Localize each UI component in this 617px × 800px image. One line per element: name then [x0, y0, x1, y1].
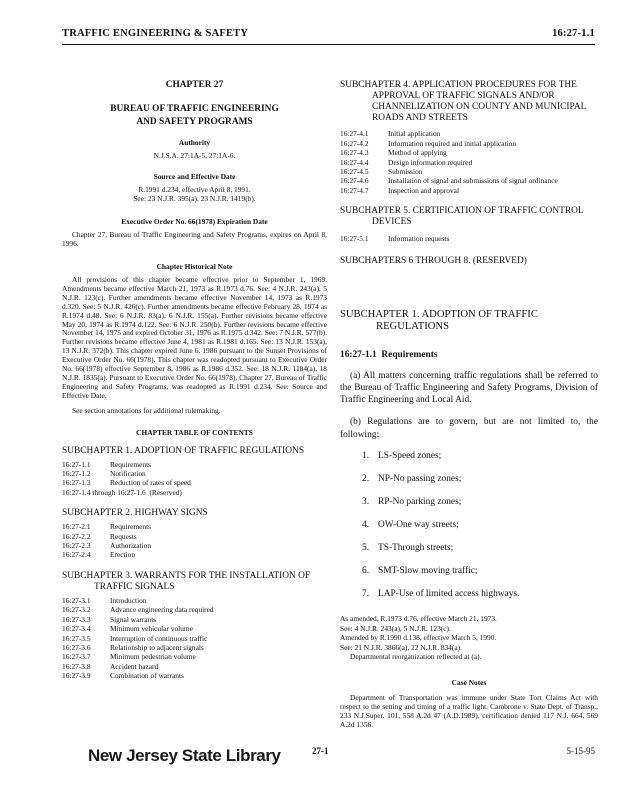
right-column: [340, 80, 598, 730]
toc-code: 16:27-3.3: [62, 614, 91, 624]
toc-text: Signal warrants: [110, 614, 157, 624]
chapter-number: CHAPTER 27: [165, 80, 224, 90]
toc-text: Authorization: [110, 541, 152, 551]
toc-text: Design information required: [388, 157, 473, 167]
toc-text: Notification: [110, 468, 146, 478]
toc-text: Requests: [110, 531, 137, 541]
toc-code: 16:27-3.4: [62, 624, 91, 634]
historical-note-heading: Chapter Historical Note: [156, 262, 233, 272]
item-number: 5.: [362, 543, 370, 553]
page-footer: [88, 740, 595, 780]
item-number: 7.: [362, 589, 370, 600]
toc-text: Installation of signal and submissions of signal ordinance: [388, 176, 558, 186]
toc-text: Method of applying: [388, 148, 447, 158]
item-number: 3.: [362, 496, 370, 507]
source-line2: See: 23 N.J.R. 395(a), 23 N.J.R. 1419(b).: [133, 194, 256, 204]
item-text: TS-Through streets;: [378, 543, 454, 553]
toc-list-subchapter-1: [62, 460, 327, 488]
toc-text: Combination of warrants: [110, 671, 184, 681]
item-number: 2.: [362, 473, 370, 484]
toc-text: Reduction of rates of speed: [110, 478, 191, 488]
exec-order-heading: Executive Order No. 66(1978) Expiration Date: [121, 217, 268, 227]
header-section: 16:27-1.1: [552, 28, 595, 39]
toc-code: 16:27-2.1: [62, 522, 91, 532]
toc-text: Minimum vehicular volume: [110, 624, 193, 634]
toc-heading: CHAPTER TABLE OF CONTENTS: [136, 428, 253, 438]
toc-text: Information required and initial application: [388, 138, 517, 148]
toc-text: Accident hazard: [110, 661, 159, 671]
toc-row-reserved: [62, 488, 327, 497]
authority-text: N.J.S.A. 27:1A-5, 27:1A-6.: [153, 150, 236, 160]
header-rule: [62, 44, 595, 45]
toc-code: 16:27-1.1: [62, 459, 91, 469]
paragraph-b: (b) Regulations are to govern, but are not limited to, the following:: [340, 417, 598, 440]
toc-subchapter-1: SUBCHAPTER 1. ADOPTION OF TRAFFIC REGULATIONS: [62, 445, 305, 456]
authority-heading: Authority: [178, 137, 211, 147]
case-notes-heading: Case Notes: [451, 677, 487, 687]
source-line1: R.1991 d.234, effective April 8, 1991.: [138, 185, 251, 194]
case-notes-text: Department of Transportation was immune under State Tort Claims Act with respect to the setting and timing of a traffic light. Cambrone v. State Dept. of Transp., 233 N.J.Super. 101, 558 A.2d 47 (A.D.1989), certification denied 117 N.J. 664, 569 A.2d 1356.: [340, 692, 598, 730]
revision-date: 5-15-95: [566, 746, 595, 756]
toc-code: 16:27-4.7: [340, 185, 369, 195]
toc-code: 16:27-2.4: [62, 550, 91, 560]
toc-text: Interruption of continuous traffic: [110, 633, 208, 643]
toc-text: Minimum pedestrian volume: [110, 652, 196, 662]
toc-list-subchapter-5: [340, 234, 598, 243]
amendment-note-2: See: 4 N.J.R. 243(a), 5 N.J.R. 123(c).: [340, 623, 451, 633]
toc-code: 16:27-3.1: [62, 596, 91, 605]
exec-order-text: Chapter 27, Bureau of Traffic Engineering and Safety Programs, expires on April 8, 1996.: [62, 230, 327, 249]
item-number: 4.: [362, 519, 370, 530]
see-section-note: See section annotations for additional rulemaking.: [72, 406, 221, 416]
item-text: OW-One way streets;: [378, 519, 459, 530]
toc-text: Requirements: [110, 459, 152, 469]
toc-subchapter-3: SUBCHAPTER 3. WARRANTS FOR THE INSTALLATION OF TRAFFIC SIGNALS: [62, 570, 311, 592]
toc-code: 16:27-1.3: [62, 478, 91, 488]
toc-subchapters-6-8: SUBCHAPTERS 6 THROUGH 8. (RESERVED): [340, 255, 527, 266]
toc-text: Relationship to adjacent signals: [110, 642, 204, 652]
toc-code: 16:27-3.2: [62, 605, 91, 615]
toc-text: Initial application: [388, 129, 441, 139]
toc-code: 16:27-1.2: [62, 468, 91, 478]
toc-text: (Reserved): [149, 487, 182, 497]
header-title: TRAFFIC ENGINEERING & SAFETY: [62, 28, 249, 39]
toc-list-subchapter-2: [62, 522, 327, 560]
toc-text: Inspection and approval: [388, 185, 460, 195]
list-item: [362, 543, 598, 554]
subchapter-1-heading: SUBCHAPTER 1. ADOPTION OF TRAFFIC REGULATIONS: [340, 308, 538, 333]
toc-code: 16:27-4.5: [340, 166, 369, 176]
chapter-title-line2: AND SAFETY PROGRAMS: [136, 116, 253, 127]
toc-code: 16:27-4.3: [340, 148, 369, 158]
toc-code: 16:27-5.1: [340, 234, 369, 244]
item-text: NP-No passing zones;: [378, 473, 462, 484]
regulation-list: [340, 451, 598, 601]
toc-code: 16:27-4.2: [340, 138, 369, 148]
item-number: 6.: [362, 566, 370, 577]
source-heading: Source and Effective Date: [153, 171, 236, 181]
toc-code: 16:27-3.9: [62, 671, 91, 681]
toc-text: Introduction: [110, 596, 147, 605]
section-title: Requirements: [381, 350, 438, 361]
list-item: [362, 520, 598, 531]
toc-text: Information requests: [388, 234, 450, 244]
toc-code: 16:27-2.2: [62, 531, 91, 541]
toc-code: 16:27-4.1: [340, 129, 369, 139]
toc-text: Erection: [110, 550, 136, 560]
running-header: [62, 28, 595, 44]
toc-code: 16:27-1.4 through 16:27-1.6: [62, 487, 146, 497]
toc-text: Submission: [388, 166, 423, 176]
page-number: 27-1: [312, 746, 329, 756]
item-text: LS-Speed zones;: [378, 450, 442, 461]
toc-subchapter-4: SUBCHAPTER 4. APPLICATION PROCEDURES FOR THE APPROVAL OF TRAFFIC SIGNALS AND/OR CHANNELIZATION ON COUNTY AND MUNICIPAL ROADS AND STREETS: [340, 80, 587, 124]
item-number: 1.: [362, 450, 370, 461]
paragraph-a: (a) All matters concerning traffic regulations shall be referred to the Bureau of Traffic Engineering and Safety Programs, Division of Traffic Engineering and Local Aid.: [340, 370, 598, 406]
toc-code: 16:27-3.8: [62, 661, 91, 671]
amendment-note-1: As amended, R.1973 d.76, effective March 21, 1973.: [340, 614, 497, 624]
toc-list-subchapter-3: [62, 596, 327, 681]
toc-code: 16:27-4.6: [340, 176, 369, 186]
toc-text: Requirements: [110, 522, 152, 532]
chapter-title-line1: BUREAU OF TRAFFIC ENGINEERING: [110, 104, 279, 115]
list-item: [362, 497, 598, 508]
item-text: LAP-Use of limited access highways.: [378, 589, 520, 600]
toc-code: 16:27-3.7: [62, 652, 91, 662]
toc-code: 16:27-3.5: [62, 633, 91, 643]
amendment-note-3: Amended by R.1990 d.138, effective March 5, 1990.: [340, 633, 497, 643]
amendment-note-5: Departmental reorganization reflected at (a).: [350, 652, 482, 662]
list-item: [362, 474, 598, 485]
left-column: [62, 56, 327, 681]
toc-list-subchapter-4: [340, 129, 598, 195]
section-code: 16:27-1.1: [340, 350, 377, 361]
item-text: SMT-Slow moving traffic;: [378, 566, 478, 577]
toc-text: Advance engineering data required: [110, 605, 214, 615]
toc-subchapter-5: SUBCHAPTER 5. CERTIFICATION OF TRAFFIC CONTROL DEVICES: [340, 206, 584, 228]
toc-code: 16:27-4.4: [340, 157, 369, 167]
historical-note-text: All provisions of this chapter became effective prior to September 1, 1969. Amendments became effective March 21, 1973 as R.1973 d.76. See: 4 N.J.R. 243(a), 5 N.J.R. 123(c). Further amendments became effective November 14, 1973 as R.1973 d.320. See: 5 N.J.R. 426(c). Further amendments became effective February 28, 1974 as R.1974 d.48. See: 6 N.J.R. 83(a), 6 N.J.R. 155(a). Further revisions became effective May 20, 1974 as R.1974 d.122. See: 6 N.J.R. 250(b). Further revisions became effective November 14, 1975 and expired October 31, 1976 as R.1975 d.342. See: 7 N.J.R. 577(b). Further revisions became effective June 4, 1981 as R.1981 d.165. See: 13 N.J.R. 153(a), 13 N.J.R. 372(b). This chapter expired June 6, 1986 pursuant to the Sunset Provisions of Executive Order No. 66(1978). This chapter was readopted pursuant to Executive Order No. 66(1978) effective September 8, 1986 as R.1986 d.352. See: 18 N.J.R. 1184(a), 18 N.J.R. 1835(a). Pursuant to Executive Order No. 66(1978), Chapter 27, Bureau of Traffic Engineering and Safety Programs, was readopted as R.1991 d.234. See: Source and Effective Date.: [62, 275, 327, 400]
toc-code: 16:27-2.3: [62, 541, 91, 551]
toc-subchapter-2: SUBCHAPTER 2. HIGHWAY SIGNS: [62, 508, 208, 519]
section-heading: [340, 350, 598, 361]
item-text: RP-No parking zones;: [378, 496, 462, 507]
list-item: [362, 566, 598, 577]
amendment-note-4: See: 21 N.J.R. 3866(a), 22 N.J.R. 834(a).: [340, 642, 462, 652]
toc-code: 16:27-3.6: [62, 642, 91, 652]
library-logo: New Jersey State Library: [88, 746, 281, 765]
list-item: [362, 451, 598, 462]
list-item: [362, 589, 598, 600]
